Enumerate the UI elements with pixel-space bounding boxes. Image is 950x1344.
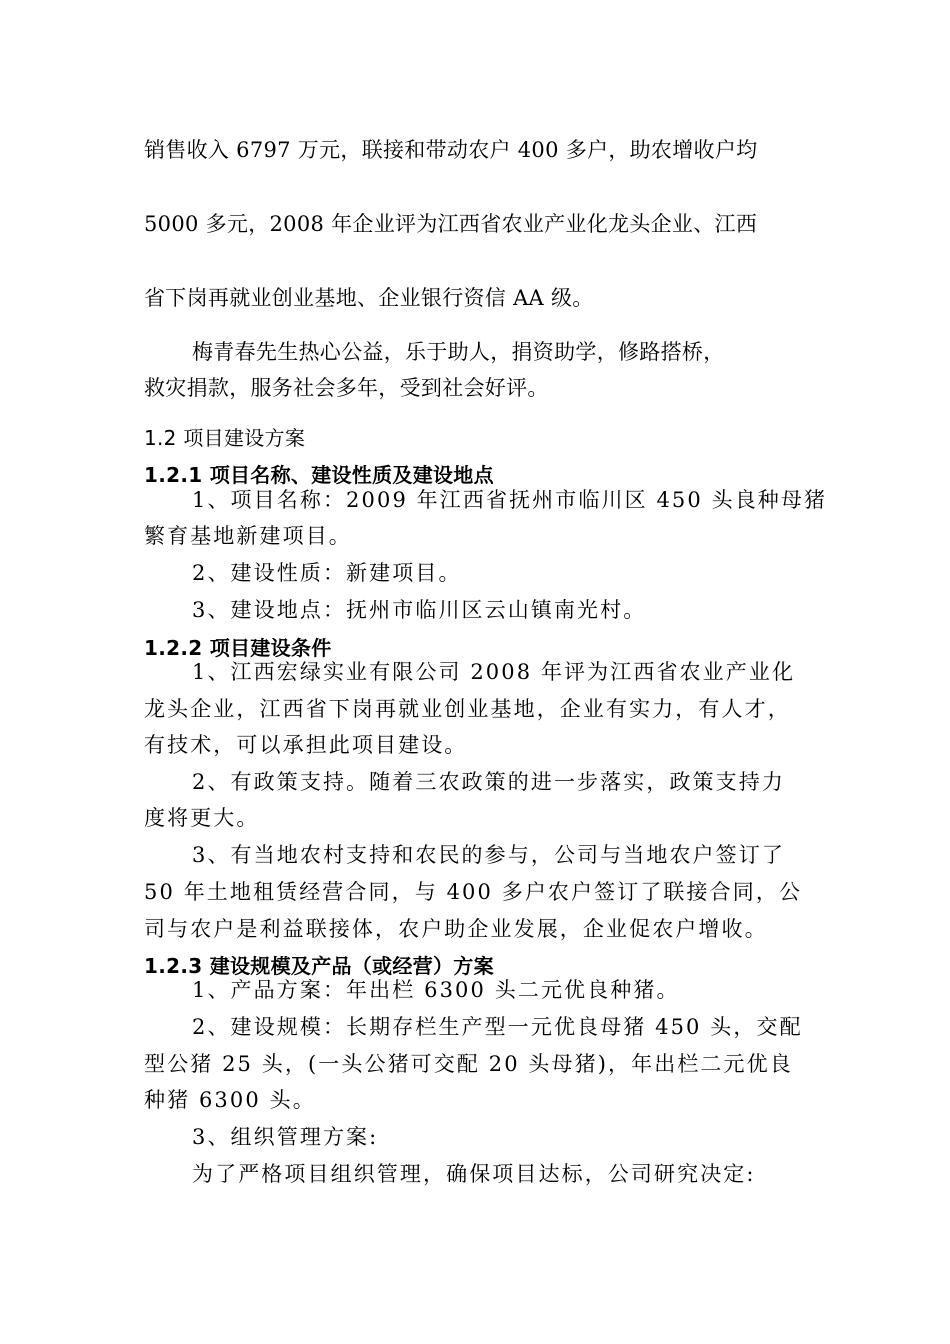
condition-1-line-3: 有技术，可以承担此项目建设。 [144, 733, 468, 757]
intro-line-2: 5000 多元，2008 年企业评为江西省农业产业化龙头企业、江西 [144, 212, 758, 236]
public-welfare-line-2: 救灾捐款，服务社会多年，受到社会好评。 [144, 376, 549, 400]
condition-3-line-3: 司与农户是利益联接体，农户助企业发展，企业促农户增收。 [144, 917, 768, 941]
section-1-2-title: 1.2 项目建设方案 [144, 426, 306, 450]
management-plan-text: 为了严格项目组织管理，确保项目达标，公司研究决定: [192, 1162, 756, 1186]
scale-line-2: 型公猪 25 头，(一头公猪可交配 20 头母猪)，年出栏二元优良 [144, 1052, 793, 1076]
condition-3-line-1: 3、有当地农村支持和农民的参与，公司与当地农户签订了 [192, 843, 785, 867]
project-name-line-1: 1、项目名称：2009 年江西省抚州市临川区 450 头良种母猪 [192, 488, 828, 512]
intro-line-3: 省下岗再就业创业基地、企业银行资信 AA 级。 [144, 286, 594, 310]
condition-1-line-2: 龙头企业，江西省下岗再就业创业基地，企业有实力，有人才， [144, 697, 791, 721]
construction-site: 3、建设地点：抚州市临川区云山镇南光村。 [192, 598, 647, 622]
section-1-2-3-title: 1.2.3 建设规模及产品（或经营）方案 [144, 954, 494, 978]
section-1-2-1-title: 1.2.1 项目名称、建设性质及建设地点 [144, 463, 494, 487]
product-plan: 1、产品方案：年出栏 6300 头二元优良种猪。 [192, 978, 680, 1002]
condition-2-line-2: 度将更大。 [144, 806, 260, 830]
intro-line-1: 销售收入 6797 万元，联接和带动农户 400 多户，助农增收户均 [144, 138, 758, 162]
condition-2-line-1: 2、有政策支持。随着三农政策的进一步落实，政策支持力 [192, 770, 785, 794]
management-plan-heading: 3、组织管理方案: [192, 1125, 379, 1149]
scale-line-3: 种猪 6300 头。 [144, 1088, 316, 1112]
condition-3-line-2: 50 年土地租赁经营合同，与 400 多户农户签订了联接合同，公 [144, 880, 803, 904]
project-name-line-2: 繁育基地新建项目。 [144, 524, 352, 548]
construction-nature: 2、建设性质：新建项目。 [192, 561, 462, 585]
section-1-2-2-title: 1.2.2 项目建设条件 [144, 636, 332, 660]
scale-line-1: 2、建设规模：长期存栏生产型一元优良母猪 450 头，交配 [192, 1015, 803, 1039]
public-welfare-line-1: 梅青春先生热心公益，乐于助人，捐资助学，修路搭桥， [192, 340, 725, 364]
condition-1-line-1: 1、江西宏绿实业有限公司 2008 年评为江西省农业产业化 [192, 660, 796, 684]
